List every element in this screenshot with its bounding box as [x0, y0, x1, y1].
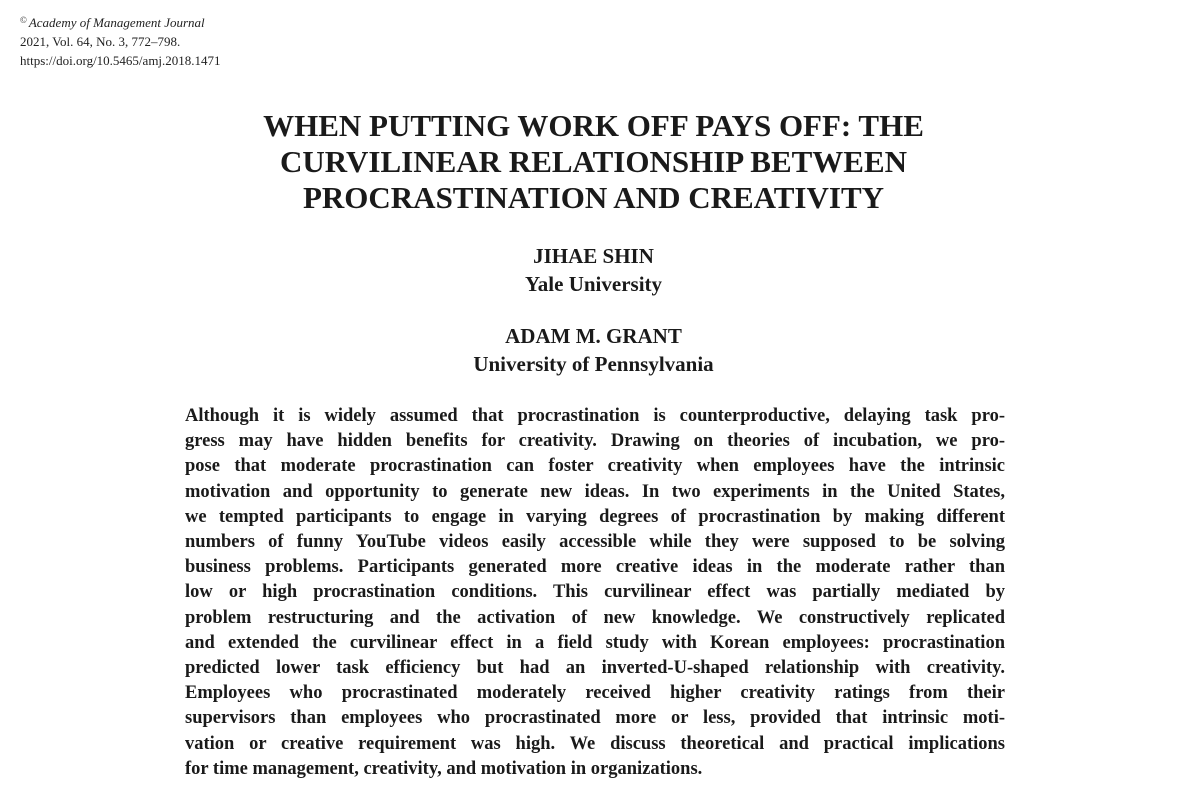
- abstract-line: gress may have hidden benefits for creativity. Drawing on theories of incubation, we pro-: [185, 431, 1005, 452]
- abstract-line: vation or creative requirement was high. We discuss theoretical and practical implications: [185, 733, 1005, 754]
- journal-name: Academy of Management Journal: [28, 15, 205, 30]
- abstract-line: Although it is widely assumed that procrastination is counterproductive, delaying task pro-: [185, 406, 1005, 426]
- author-block-2: [0, 322, 1187, 378]
- journal-doi: https://doi.org/10.5465/amj.2018.1471: [20, 53, 221, 68]
- abstract-line: motivation and opportunity to generate new ideas. In two experiments in the United States,: [185, 481, 1005, 502]
- abstract-line: predicted lower task efficiency but had an inverted-U-shaped relationship with creativity.: [185, 658, 1005, 679]
- abstract-line: business problems. Participants generated more creative ideas in the moderate rather than: [185, 557, 1005, 578]
- author-affiliation: University of Pennsylvania: [473, 352, 714, 376]
- author-block-1: [0, 242, 1187, 298]
- abstract-line: problem restructuring and the activation of new knowledge. We constructively replicated: [185, 607, 1005, 628]
- abstract-line: supervisors than employees who procrastinated more or less, provided that intrinsic moti-: [185, 708, 1005, 729]
- author-name: JIHAE SHIN: [533, 244, 654, 268]
- paper-title: [0, 108, 1187, 216]
- abstract-line: we tempted participants to engage in varying degrees of procrastination by making different: [185, 506, 1005, 527]
- abstract-line: Employees who procrastinated moderately received higher creativity ratings from their: [185, 683, 1005, 704]
- title-line: PROCRASTINATION AND CREATIVITY: [302, 180, 885, 215]
- abstract-line: low or high procrastination conditions. This curvilinear effect was partially mediated by: [185, 582, 1005, 603]
- title-line: WHEN PUTTING WORK OFF PAYS OFF: THE: [263, 108, 924, 143]
- author-affiliation: Yale University: [524, 272, 663, 296]
- abstract-line: for time management, creativity, and motivation in organizations.: [185, 758, 703, 779]
- journal-name-line: [20, 11, 221, 32]
- title-line: CURVILINEAR RELATIONSHIP BETWEEN: [279, 144, 908, 179]
- copyright-symbol: ©: [20, 15, 27, 25]
- abstract-line: and extended the curvilinear effect in a field study with Korean employees: procrastination: [185, 632, 1005, 653]
- journal-header: [20, 11, 221, 70]
- abstract-line: numbers of funny YouTube videos easily accessible while they were supposed to be solving: [185, 532, 1005, 553]
- journal-citation: 2021, Vol. 64, No. 3, 772–798.: [20, 34, 181, 49]
- author-name: ADAM M. GRANT: [505, 324, 682, 348]
- abstract-line: pose that moderate procrastination can foster creativity when employees have the intrinsic: [185, 456, 1005, 477]
- abstract: [185, 404, 1005, 782]
